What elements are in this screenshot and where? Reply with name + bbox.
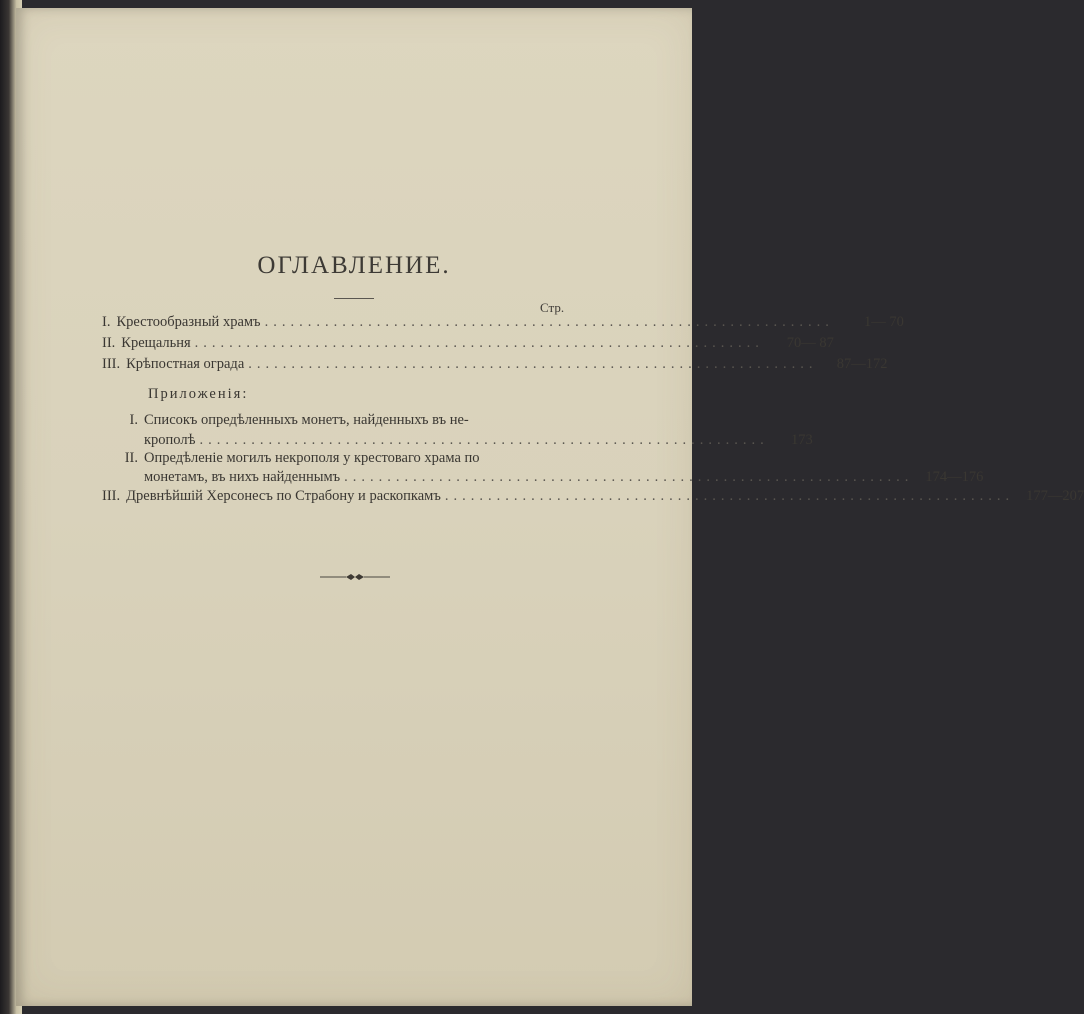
leader-dots: .................................................................. (264, 314, 834, 330)
appendix-entry-line (102, 488, 1084, 510)
leader-dots: .................................................................. (344, 469, 914, 485)
toc-entry-pages: 1— 70 (863, 314, 904, 330)
toc-entry-number: I. (102, 314, 111, 330)
page-title: ОГЛАВЛЕНИЕ. (257, 252, 451, 279)
leader-dots: .................................................................. (444, 488, 1015, 504)
appendix-entry-line (102, 412, 584, 429)
appendix-entry-continuation (144, 469, 984, 486)
appendix-entry-number: I. (129, 412, 138, 428)
appendix-entry-text: Древнѣйшій Херсонесъ по Страбону и раскопкамъ (126, 488, 441, 504)
leader-dots: .................................................................. (199, 432, 769, 448)
toc-entry-pages: 70— 87 (786, 335, 834, 351)
toc-entry-text: Крещальня (121, 335, 191, 351)
appendix-entry-pages: 177—207 (1026, 488, 1084, 504)
toc-entry (102, 335, 834, 357)
toc-entry-pages: 87—172 (836, 356, 888, 372)
appendix-entry-number: III. (102, 488, 121, 504)
toc-entry (102, 356, 888, 378)
appendix-entry-line (102, 450, 584, 467)
leader-dots: .................................................................. (248, 356, 818, 372)
appendix-entry-text: крополѣ (144, 432, 196, 448)
toc-entry-text: Крестообразный храмъ (116, 314, 261, 330)
toc-entry-number: II. (102, 335, 116, 351)
appendix-entry-pages: 173 (790, 432, 813, 448)
leader-dots: .................................................................. (194, 335, 764, 351)
document-page (16, 8, 1084, 1006)
toc-entry (102, 314, 904, 336)
title-divider (334, 298, 374, 299)
appendix-entry-text: монетамъ, въ нихъ найденнымъ (144, 469, 341, 485)
appendix-entry-number: II. (124, 450, 138, 466)
toc-entry-text: Крѣпостная ограда (126, 356, 245, 372)
appendix-heading: Приложенія: (148, 386, 249, 402)
appendix-entry-pages: 174—176 (925, 469, 984, 485)
page-column-label: Стр. (540, 300, 565, 315)
toc-entry-number: III. (102, 356, 121, 372)
appendix-entry-text: Опредѣленіе могилъ некрополя у крестоваго храма по (144, 450, 480, 466)
ornament-divider (320, 570, 390, 584)
appendix-entry-text: Списокъ опредѣленныхъ монетъ, найденныхъ въ не- (144, 412, 469, 428)
appendix-entry-continuation (144, 432, 813, 449)
